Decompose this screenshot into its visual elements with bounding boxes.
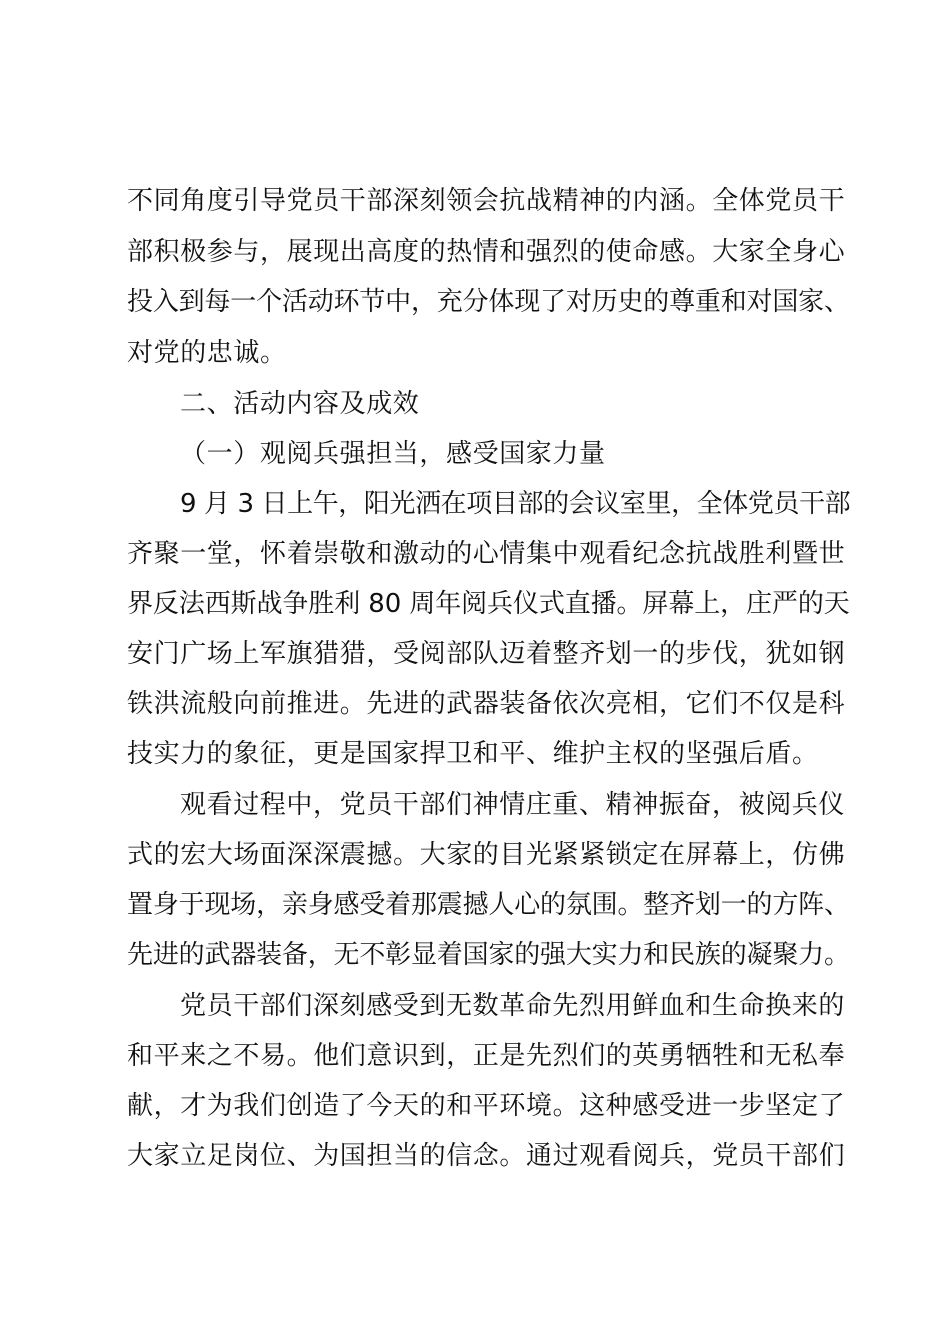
body-text-line: 献，才为我们创造了今天的和平环境。这种感受进一步坚定了 <box>127 1091 846 1121</box>
body-text-line: 投入到每一个活动环节中，充分体现了对历史的尊重和对国家、 <box>127 287 850 317</box>
section-heading: 二、活动内容及成效 <box>180 389 420 419</box>
body-text-line: 置身于现场，亲身感受着那震撼人心的氛围。整齐划一的方阵、 <box>127 890 850 920</box>
body-text-line: 观看过程中，党员干部们神情庄重、精神振奋，被阅兵仪 <box>180 790 846 820</box>
body-text-line: 铁洪流般向前推进。先进的武器装备依次亮相，它们不仅是科 <box>127 689 846 719</box>
body-text-line: 技实力的象征，更是国家捍卫和平、维护主权的坚强后盾。 <box>127 739 819 769</box>
body-text-line: 9 月 3 日上午，阳光洒在项目部的会议室里，全体党员干部 <box>180 489 851 519</box>
body-text-line: 齐聚一堂，怀着崇敬和激动的心情集中观看纪念抗战胜利暨世 <box>127 539 846 569</box>
body-text-line: 部积极参与，展现出高度的热情和强烈的使命感。大家全身心 <box>127 237 846 267</box>
body-text-line: 安门广场上军旗猎猎，受阅部队迈着整齐划一的步伐，犹如钢 <box>127 639 846 669</box>
body-text-line: 对党的忠诚。 <box>127 338 287 368</box>
body-text-line: 界反法西斯战争胜利 80 周年阅兵仪式直播。屏幕上，庄严的天 <box>127 589 850 619</box>
body-text-line: 党员干部们深刻感受到无数革命先烈用鲜血和生命换来的 <box>180 991 846 1021</box>
body-text-line: 不同角度引导党员干部深刻领会抗战精神的内涵。全体党员干 <box>127 186 846 216</box>
body-text-line: 大家立足岗位、为国担当的信念。通过观看阅兵，党员干部们 <box>127 1141 846 1171</box>
body-text-line: 先进的武器装备，无不彰显着国家的强大实力和民族的凝聚力。 <box>127 940 850 970</box>
body-text-line: 式的宏大场面深深震撼。大家的目光紧紧锁定在屏幕上，仿佛 <box>127 840 846 870</box>
body-text-line: 和平来之不易。他们意识到，正是先烈们的英勇牺牲和无私奉 <box>127 1041 846 1071</box>
subsection-heading: （一）观阅兵强担当，感受国家力量 <box>180 439 606 469</box>
